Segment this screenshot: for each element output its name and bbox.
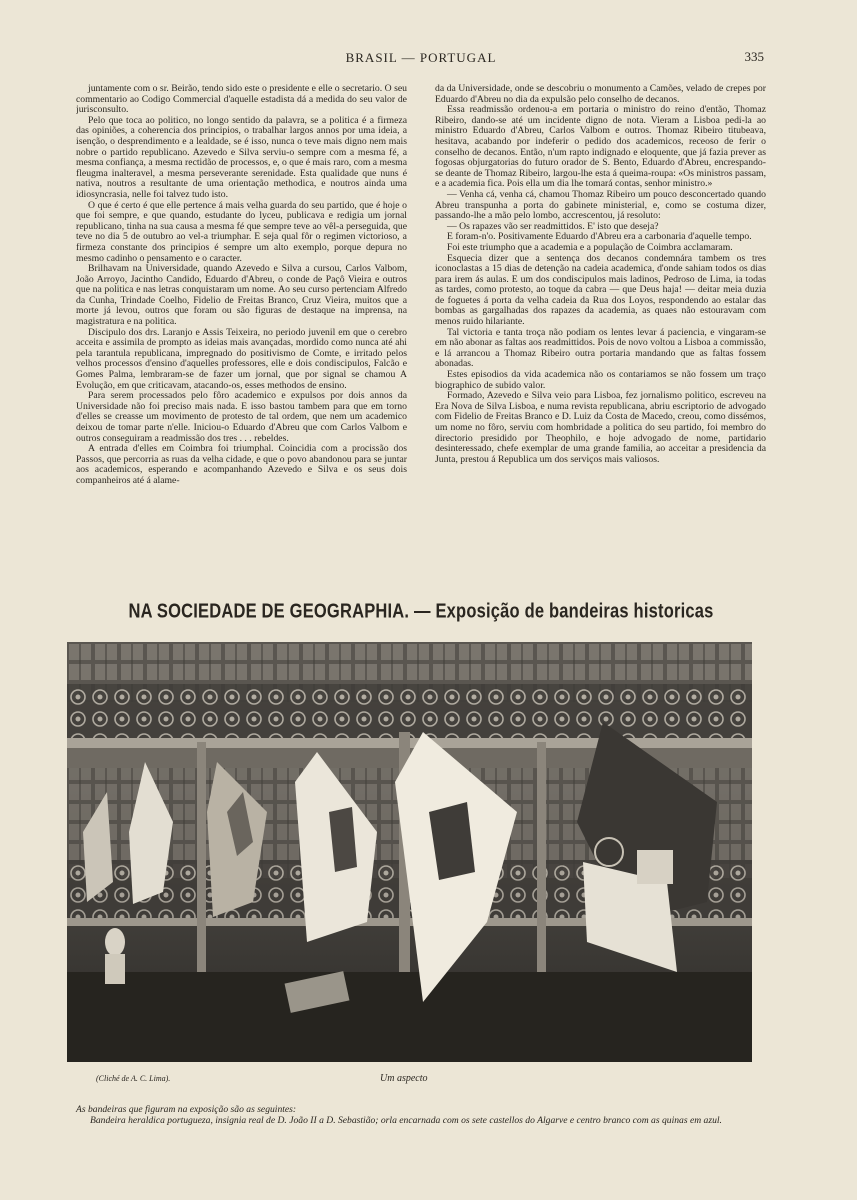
paragraph: Discipulo dos drs. Laranjo e Assis Teixeira, no periodo juvenil em que o cerebro acceita e assimila de prompto as ideias mais avançadas, mordido como nunca até ahi pela tarantula republicana, impregnado do positivismo de Comte, e irritado pelos velhos processos d'ensino d'aquelles professores, elle e dois condiscipulos, Falcão e Gomes Palma, lembraram-se de fazer um jornal, que por signal se chamou A Evolução, em que criticavam, atacando-os, esses methodos de ensino. <box>76 326 407 391</box>
paragraph: juntamente com o sr. Beirão, tendo sido este o presidente e elle o secretario. O seu commentario ao Codigo Commercial d'aquelle estadista dá a medida do seu valor de jurisconsulto. <box>76 84 407 116</box>
running-head: BRASIL — PORTUGAL <box>345 50 497 65</box>
section-title: NA SOCIEDADE DE GEOGRAPHIA. — Exposição de bandeiras historicas <box>128 600 714 623</box>
paragraph: E foram-n'o. Positivamente Eduardo d'Abreu era a carbonaria d'aquelle tempo. <box>447 231 752 243</box>
paragraph: — Os rapazes vão ser readmittidos. E' isto que deseja? <box>447 220 659 232</box>
paragraph: Pelo que toca ao politico, no longo sentido da palavra, se a politica é a firmeza das opiniões, a coherencia dos principios, o trabalhar largos annos por uma ideia, a isenção, o desprendimento e a lealdade, se é isso, nunca o teve mais digno nem mais nobre o partido republicano. Azevedo e Silva serviu-o sempre com a mesma fé, a mesma confiança, a mesma rectidão de processos, e, o que é mais raro, com a mesma fleugma inalteravel, a mesma perseverante serenidade. Esta qualidade que nuns é nativa, noutros a resultante de uma orientação methodica, e noutros ainda uma idiosyncrasia, nelle foi talvez tudo isto. <box>76 114 407 200</box>
paragraph: Foi este triumpho que a academia e a população de Coimbra acclamaram. <box>447 241 733 253</box>
flag-notes <box>76 1104 776 1126</box>
article-columns <box>76 84 766 576</box>
right-column <box>435 84 766 576</box>
exhibition-photo <box>67 642 752 1062</box>
paragraph: da da Universidade, onde se descobriu o monumento a Camões, velado de crepes por Eduardo d'Abreu no dia da expulsão pelo conselho de decanos. <box>435 84 766 105</box>
left-column <box>76 84 407 576</box>
paragraph: O que é certo é que elle pertence á mais velha guarda do seu partido, que é hoje o que foi sempre, e que quando, estudante do lyceu, publicava e redigia um jornal republicano, tinha na sua causa a mesma fé que sempre teve ao vêl-a perseguida, que teve no dia 5 de outubro ao vel-a triumphar. E seja qual fôr o regimen victorioso, a firmeza constante dos principios é sempre um alto exemplo, porque depura no mesmo cadinho o pensamento e o caracter. <box>76 199 407 264</box>
paragraph: Essa readmissão ordenou-a em portaria o ministro do reino d'então, Thomaz Ribeiro, dando-se até um incidente digno de nota. Vieram a Lisboa pedi-la ao ministro Eduardo d'Abreu, Carlos Valbom e outros. Thomaz Ribeiro titubeava, hesitava, acabando por indeferir o pedido dos academicos, receoso de ferir o conselho de decanos. Então, n'um rapto indignado e eloquente, que já fazia prever as fogosas objurgatorias do futuro orador de S. Bento, Eduardo d'Abreu, encrespando-se deante de Thomaz Ribeiro, largou-lhe esta á queima-roupa: «Os ministros passam, e a academia fica. Pois ella um dia lhe tomará contas, senhor ministro.» <box>435 104 766 190</box>
flags-hall-illustration <box>67 642 752 1062</box>
paragraph: Esquecia dizer que a sentença dos decanos condemnára tambem os tres iconoclastas a 15 dias de detenção na cadeia academica, d'onde sahiam todos os dias para irem ás aulas. E um dos condiscipulos mais ladinos, Pedroso de Lima, ia todas as tardes, como protesto, ao toque da cabra — que Deus haja! — deitar meia duzia de foguetes á porta da velha cadeia da Rua dos Loyos, respondendo ao estalar das bombas as gargalhadas dos rapazes da academia, as quaes não estouravam com menos ruido hilariante. <box>435 252 766 328</box>
paragraph: Tal victoria e tanta troça não podiam os lentes levar á paciencia, e vingaram-se em não abonar as faltas aos readmittidos. Pois de novo voltou a Lisboa a commissão, e lá arrancou a Thomaz Ribeiro outra portaria mandando que as faltas fossem abonadas. <box>435 326 766 370</box>
photo-credit: (Cliché de A. C. Lima). <box>96 1074 171 1083</box>
paragraph: Para serem processados pelo fôro academico e expulsos por dois annos da Universidade não foi preciso mais nada. E isso bastou tambem para que em torno d'elles se creasse um movimento de protesto de tal ordem, que nem um academico deixou de tomar parte n'elle. Iniciou-o Eduardo d'Abreu que com Carlos Valbom e outros conseguiram a readmissão dos tres . . . rebeldes. <box>76 390 407 444</box>
notes-intro: As bandeiras que figuram na exposição são as seguintes: <box>76 1104 297 1115</box>
photo-caption: Um aspecto <box>380 1073 428 1084</box>
paragraph: Estes episodios da vida academica não os contariamos se não fossem um traço biographico de subido valor. <box>435 369 766 391</box>
paragraph: — Venha cá, venha cá, chamou Thomaz Ribeiro um pouco desconcertado quando Abreu transpunha a porta do gabinete ministerial, e, como se costuma dizer, passando-lhe a mão pelo lombo, accrescentou, já resoluto: <box>435 188 766 222</box>
notes-item: Bandeira heraldica portugueza, insignia real de D. João II a D. Sebastião; orla encarnada com os sete castellos do Algarve e centro branco com as quinas em azul. <box>90 1115 722 1126</box>
paragraph: Formado, Azevedo e Silva veio para Lisboa, fez jornalismo politico, escreveu na Era Nova de Silva Lisboa, e numa revista republicana, abriu escriptorio de advogado com Fidelio de Freitas Branco e D. Luiz da Costa de Macedo, creou, como dissémos, um nome no fôro, serviu com hombridade a politica do seu partido, foi membro do directorio presidido por Theophilo, e hoje advogado de nome, partidario desinteressado, chefe exemplar de uma grande familia, ao acceitar a presidencia da Junta, prestou á Republica um dos serviços mais valiosos. <box>435 390 766 465</box>
page-number: 335 <box>744 49 764 64</box>
page-header <box>76 50 766 70</box>
paragraph: A entrada d'elles em Coimbra foi triumphal. Coincidia com a procissão dos Passos, que percorria as ruas da velha cidade, e que o povo abandonou para se juntar aos academicos, esperando e acompanhando Azevedo e Silva e os seus dois companheiros até á alame- <box>76 443 407 486</box>
paragraph: Brilhavam na Universidade, quando Azevedo e Silva a cursou, Carlos Valbom, João Arroyo, Jacintho Candido, Eduardo d'Abreu, o conde de Paçô Vieira e outros que na politica e nas letras conquistaram um nome. Ao seu curso pertenciam Alfredo da Cunha, Trindade Coelho, Fidelio de Freitas Branco, Cruz Vieira, muitos que a morte já levou, outros que foram ou são figuras de destaque na imprensa, na magistratura e na politica. <box>76 263 407 328</box>
